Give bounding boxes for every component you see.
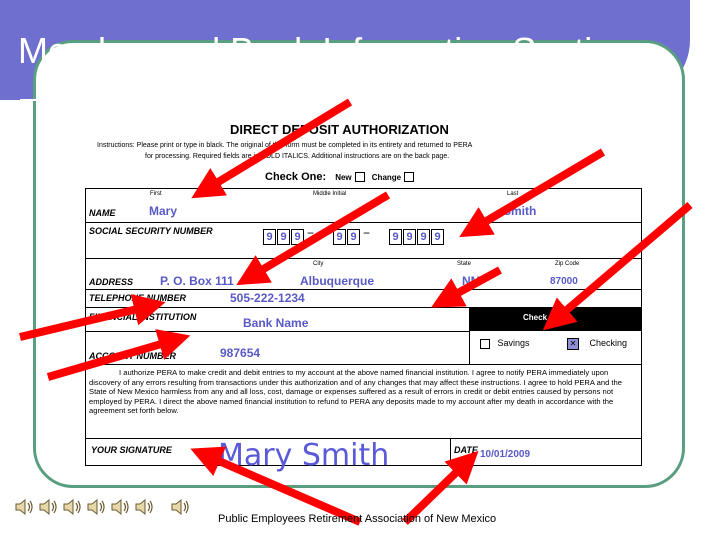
new-option-label: New: [335, 173, 352, 182]
check-one-label: Check One:: [265, 171, 327, 183]
arrow-to-telephone: [20, 306, 150, 337]
ssn-digit-box[interactable]: 9: [277, 229, 290, 245]
speaker-icon[interactable]: [86, 497, 108, 517]
footer-text: Public Employees Retirement Association of New Mexico: [218, 513, 497, 525]
ssn-digit-box[interactable]: 9: [347, 229, 360, 245]
ssn-digit-box[interactable]: 9: [263, 229, 276, 245]
speaker-icon[interactable]: [110, 497, 132, 517]
ssn-digit-box[interactable]: 9: [417, 229, 430, 245]
savings-label: Savings: [497, 338, 530, 348]
change-option-label: Change: [371, 173, 402, 182]
speaker-icon[interactable]: [170, 497, 192, 517]
date-label: DATE: [454, 445, 478, 455]
speaker-icon[interactable]: [62, 497, 84, 517]
speaker-icon[interactable]: [134, 497, 156, 517]
middle-column-header: Middle Initial: [313, 191, 347, 197]
ssn-digit-box[interactable]: 9: [389, 229, 402, 245]
checking-label: Checking: [589, 338, 628, 349]
last-name-field[interactable]: Smith: [503, 204, 537, 218]
arrow-to-last-name: [473, 152, 603, 229]
signature-label: YOUR SIGNATURE: [91, 445, 172, 455]
slide-title: Member and Bank Information Section: [18, 30, 633, 71]
institution-label: FINANCIAL INSTITUTION: [89, 312, 197, 322]
account-number-field[interactable]: 987654: [220, 346, 261, 360]
ssn-digit-box[interactable]: 9: [431, 229, 444, 245]
check-one-header-label: Check One: [523, 313, 565, 322]
ssn-label: SOCIAL SECURITY NUMBER: [89, 226, 213, 236]
ssn-dash: −: [307, 226, 315, 240]
authorization-text: I authorize PERA to make credit and debit entries to my account at the above named financial institution. I agree to notify PERA immediately upon discovery of any errors resulting from transactions under this authorization and of any changes that may affect these instructions. I agree to hold PERA and the State of New Mexico harmless from any and all loss, cost, damage or expenses suffered as a result of errors in credit or debit entries caused by persons not employed by PERA. I direct the above named financial institution to refund to PERA any deposits made to my account after my death in accordance with the agreement set forth below.: [89, 368, 622, 416]
telephone-field[interactable]: 505-222-1234: [230, 291, 305, 305]
checking-checkbox-checked[interactable]: ✕: [567, 338, 579, 350]
date-field[interactable]: 10/01/2009: [480, 449, 531, 460]
state-column-header: State: [457, 261, 472, 267]
speaker-icon[interactable]: [14, 497, 36, 517]
city-field[interactable]: Albuquerque: [300, 274, 374, 288]
ssn-dash: −: [363, 226, 371, 240]
first-column-header: First: [150, 191, 162, 197]
ssn-digit-box[interactable]: 9: [403, 229, 416, 245]
state-field[interactable]: NM: [462, 274, 481, 288]
arrow-to-name: [205, 102, 350, 190]
arrow-to-institution: [48, 340, 175, 377]
arrow-to-check-one: [555, 205, 690, 320]
arrow-to-address: [250, 195, 388, 277]
ssn-digit-box[interactable]: 9: [291, 229, 304, 245]
institution-field[interactable]: Bank Name: [243, 316, 309, 330]
city-column-header: City: [313, 261, 324, 267]
account-label: ACCOUNT NUMBER: [89, 351, 176, 361]
instructions-line-1: Instructions: Please print or type in black. The original of this form must be completed in its entirety and returned to PERA: [97, 142, 473, 149]
address-label: ADDRESS: [89, 277, 134, 287]
name-label: NAME: [89, 208, 116, 218]
first-name-field[interactable]: Mary: [149, 204, 178, 218]
last-column-header: Last: [507, 191, 519, 197]
speaker-icon[interactable]: [38, 497, 60, 517]
telephone-label: TELEPHONE NUMBER: [89, 293, 187, 303]
ssn-digit-box[interactable]: 9: [333, 229, 346, 245]
arrow-to-telephone-value: [445, 270, 500, 300]
instructions-line-2: for processing. Required fields are in BOLD ITALICS. Additional instructions are on the back page.: [145, 153, 450, 160]
form-heading: DIRECT DEPOSIT AUTHORIZATION: [230, 122, 449, 137]
address-field[interactable]: P. O. Box 111: [160, 274, 234, 288]
signature-field[interactable]: Mary Smith: [218, 438, 390, 473]
zip-column-header: Zip Code: [555, 261, 580, 267]
zip-field[interactable]: 87000: [550, 276, 578, 287]
arrow-to-signature: [205, 455, 360, 522]
